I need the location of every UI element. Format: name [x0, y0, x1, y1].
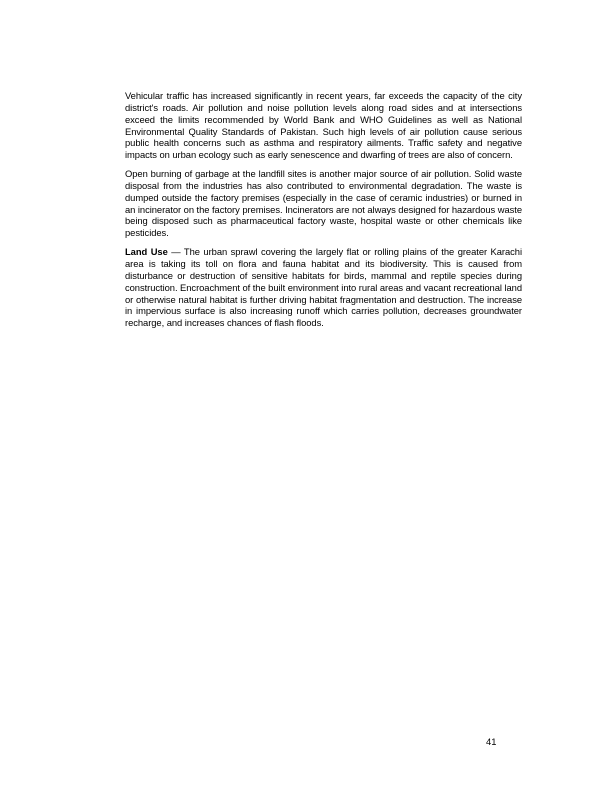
- land-use-dash: —: [167, 246, 184, 258]
- paragraph-vehicular-traffic: Vehicular traffic has increased significantly in recent years, far exceeds the capacity of the city district's roads. Air pollution and noise pollution levels along road sides and at intersections exceed the limits recommended by World Bank and WHO Guidelines as well as National Environmental Quality Standards of Pakistan. Such high levels of air pollution cause serious public health concerns such as asthma and respiratory ailments. Traffic safety and negative impacts on urban ecology such as early senescence and dwarfing of trees are also of concern.: [125, 90, 522, 161]
- paragraph-land-use: [125, 246, 522, 329]
- page-number: 41: [486, 736, 497, 747]
- body-text: [125, 90, 522, 336]
- land-use-text: The urban sprawl covering the largely flat or rolling plains of the greater Karachi area is taking its toll on flora and fauna habitat and its biodiversity. This is caused from disturbance or destruction of sensitive habitats for birds, mammal and reptile species during construction. Encroachment of the built environment into rural areas and vacant recreational land or otherwise natural habitat is further driving habitat fragmentation and destruction. The increase in impervious surface is also increasing runoff which carries pollution, decreases groundwater recharge, and increases chances of flash floods.: [125, 246, 522, 329]
- land-use-heading: Land Use: [125, 246, 168, 258]
- paragraph-open-burning: Open burning of garbage at the landfill sites is another major source of air pollution. Solid waste disposal from the industries has also contributed to environmental degradation. The waste is dumped outside the factory premises (especially in the case of ceramic industries) or burned in an incinerator on the factory premises. Incinerators are not always designed for hazardous waste being disposed such as pharmaceutical factory waste, hospital waste or other chemicals like pesticides.: [125, 168, 522, 239]
